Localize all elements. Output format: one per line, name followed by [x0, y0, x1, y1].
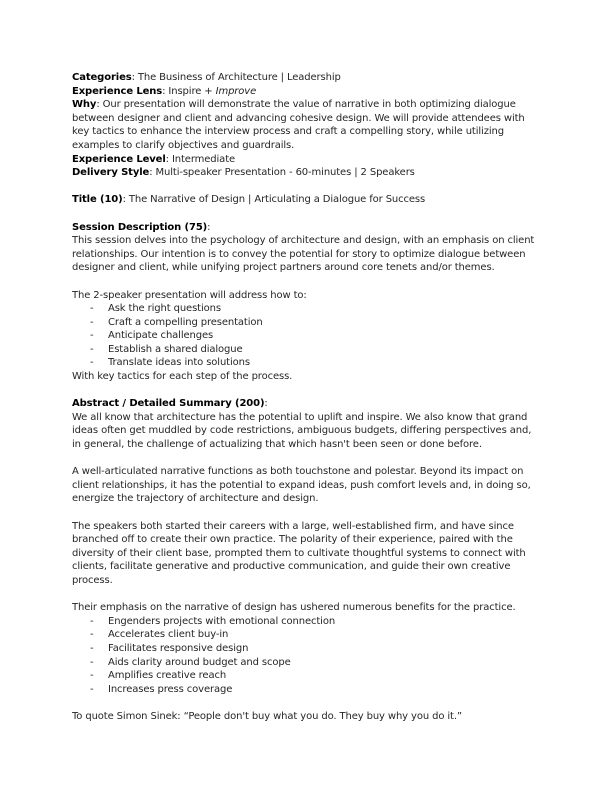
list-item-text: Establish a shared dialogue — [108, 343, 243, 355]
categories-label: Categories — [72, 72, 132, 83]
abstract-text-line: branched off to create their own practice. The polarity of their experience, paired with the — [72, 534, 513, 546]
list-item — [72, 642, 542, 656]
abstract-text-line: clients, facilitate generative and productive communication, and guide their own creative — [72, 561, 511, 573]
dash-marker: - — [90, 656, 94, 668]
abstract-text-line: The speakers both started their careers with a large, well-established firm, and have since — [72, 520, 514, 532]
abstract-label: Abstract / Detailed Summary (200) — [72, 398, 265, 410]
dash-marker: - — [90, 683, 94, 695]
abstract-text-line: client relationships, it has the potential to expand ideas, push comfort levels and, in doing so, — [72, 479, 531, 491]
experience-lens-label: Experience Lens — [72, 85, 163, 97]
title-line — [72, 193, 542, 207]
abstract-label-suffix: : — [264, 398, 268, 410]
list-item-text: Ask the right questions — [108, 303, 221, 315]
spacer — [72, 506, 542, 520]
why-text-line: key tactics to enhance the interview process and craft a compelling story, while utilizing — [72, 126, 504, 138]
session-intro: The 2-speaker presentation will address how to: — [72, 289, 307, 301]
benefits-bullet-list — [72, 615, 542, 697]
list-item — [72, 656, 542, 670]
abstract-text-line: process. — [72, 574, 113, 586]
list-item — [72, 302, 542, 316]
list-item — [72, 316, 542, 330]
experience-level-value: : Intermediate — [165, 153, 236, 165]
abstract-text-line: diversity of their client base, prompted them to cultivate thoughtful systems to connect with — [72, 547, 526, 559]
list-item — [72, 615, 542, 629]
title-label: Title (10) — [72, 194, 123, 206]
list-item-text: Translate ideas into solutions — [108, 357, 250, 369]
dash-marker: - — [90, 343, 94, 355]
spacer — [72, 696, 542, 710]
abstract-text-line: Their emphasis on the narrative of design has ushered numerous benefits for the practice. — [72, 602, 516, 614]
experience-lens-value: : Inspire + — [162, 85, 216, 97]
session-text-line: designer and client, while unifying project partners around core tenets and/or themes. — [72, 262, 495, 274]
list-item — [72, 669, 542, 683]
abstract-text-line: in general, the challenge of actualizing that which hasn't been seen or done before. — [72, 439, 482, 451]
abstract-heading — [72, 397, 542, 411]
dash-marker: - — [90, 642, 94, 654]
dash-marker: - — [90, 303, 94, 315]
categories-value: : The Business of Architecture | Leadership — [131, 72, 341, 83]
dash-marker: - — [90, 615, 94, 627]
document-page — [72, 71, 542, 724]
list-item-text: Craft a compelling presentation — [108, 316, 263, 328]
spacer — [72, 384, 542, 398]
list-item-text: Accelerates client buy-in — [108, 629, 229, 641]
closing-quote: To quote Simon Sinek: “People don't buy what you do. They buy why you do it.” — [72, 710, 462, 722]
list-item-text: Anticipate challenges — [108, 330, 214, 342]
list-item — [72, 683, 542, 697]
session-bullet-list — [72, 302, 542, 370]
list-item — [72, 329, 542, 343]
spacer — [72, 275, 542, 289]
delivery-style-value: : Multi-speaker Presentation - 60-minutes | 2 Speakers — [149, 167, 415, 179]
session-label: Session Description (75) — [72, 221, 208, 233]
list-item — [72, 356, 542, 370]
abstract-text-line: ideas often get muddled by code restrictions, ambiguous budgets, differing perspectives and, — [72, 425, 532, 437]
abstract-text-line: A well-articulated narrative functions as both touchstone and polestar. Beyond its impact on — [72, 466, 524, 478]
session-outro: With key tactics for each step of the process. — [72, 371, 293, 383]
abstract-text-line: energize the trajectory of architecture and design. — [72, 493, 319, 505]
list-item — [72, 343, 542, 357]
why-text-line: between designer and client and advancing cohesive design. We will provide attendees with — [72, 112, 525, 124]
session-label-suffix: : — [207, 221, 211, 233]
session-heading — [72, 221, 542, 235]
delivery-style-line — [72, 166, 542, 180]
list-item-text: Increases press coverage — [108, 683, 233, 695]
experience-level-line — [72, 153, 542, 167]
spacer — [72, 180, 542, 194]
session-text-line: This session delves into the psychology of architecture and design, with an emphasis on client — [72, 235, 535, 247]
spacer — [72, 207, 542, 221]
experience-lens-line — [72, 85, 542, 99]
dash-marker: - — [90, 629, 94, 641]
list-item — [72, 628, 542, 642]
session-text-line: relationships. Our intention is to convey the potential for story to optimize dialogue between — [72, 248, 526, 260]
why-label: Why — [72, 99, 97, 111]
list-item-text: Facilitates responsive design — [108, 642, 249, 654]
why-text-line: examples to clarify objectives and guardrails. — [72, 139, 295, 151]
title-value: : The Narrative of Design | Articulating a Dialogue for Success — [122, 194, 426, 206]
list-item-text: Engenders projects with emotional connection — [108, 615, 336, 627]
categories-line — [72, 71, 542, 85]
dash-marker: - — [90, 330, 94, 342]
spacer — [72, 588, 542, 602]
dash-marker: - — [90, 670, 94, 682]
experience-lens-emphasis: Improve — [215, 85, 257, 97]
dash-marker: - — [90, 316, 94, 328]
list-item-text: Aids clarity around budget and scope — [108, 656, 291, 668]
why-text-line: : Our presentation will demonstrate the value of narrative in both optimizing dialogue — [96, 99, 516, 111]
delivery-style-label: Delivery Style — [72, 167, 150, 179]
spacer — [72, 452, 542, 466]
list-item-text: Amplifies creative reach — [108, 670, 227, 682]
why-line — [72, 98, 542, 112]
abstract-text-line: We all know that architecture has the potential to uplift and inspire. We also know that grand — [72, 411, 528, 423]
dash-marker: - — [90, 357, 94, 369]
experience-level-label: Experience Level — [72, 153, 166, 165]
